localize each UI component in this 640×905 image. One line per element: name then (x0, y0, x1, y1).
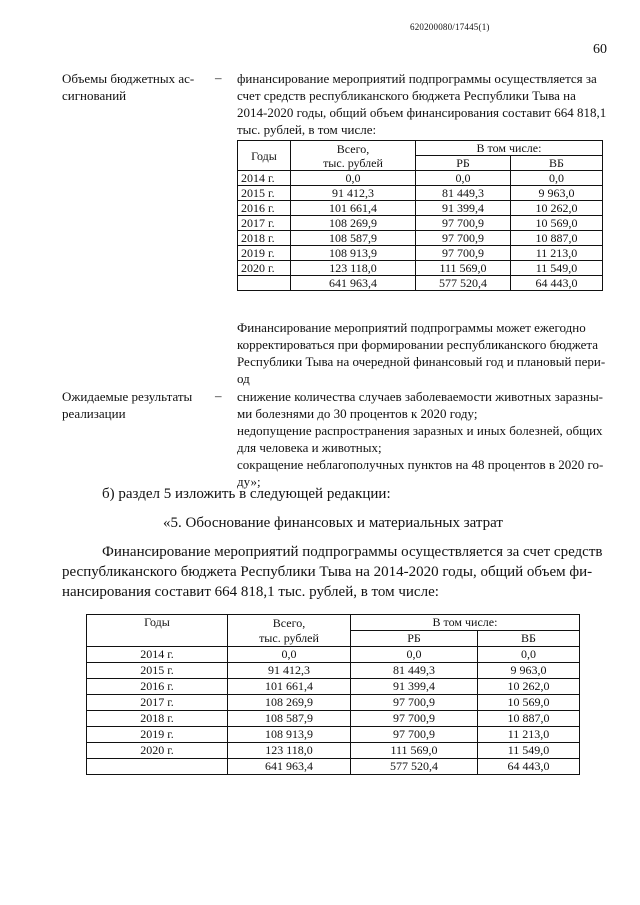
col-total-header (228, 615, 351, 647)
cell-year: 2019 г. (238, 246, 291, 261)
financing-paragraph (62, 542, 603, 602)
note-line: од (237, 371, 250, 386)
cell-rb: 81 449,3 (351, 663, 478, 679)
col-total-header-line: Всего, (336, 141, 370, 156)
cell-total: 108 269,9 (228, 695, 351, 711)
budget-text-line: 2014-2020 годы, общий объем финансирования составит 664 818,1 (237, 105, 607, 120)
results-dash: – (215, 388, 222, 403)
table-row (238, 246, 603, 261)
cell-vb: 11 213,0 (478, 727, 580, 743)
cell-vb: 10 262,0 (511, 201, 603, 216)
table-row (87, 679, 580, 695)
cell-total: 101 661,4 (291, 201, 416, 216)
cell-year: 2018 г. (238, 231, 291, 246)
cell-rb: 0,0 (351, 647, 478, 663)
cell-year: 2020 г. (238, 261, 291, 276)
cell-vb: 10 262,0 (478, 679, 580, 695)
table-row (238, 171, 603, 186)
col-total-header-line: Всего, (272, 615, 306, 630)
results-text-line: снижение количества случаев заболеваемости животных заразны- (237, 389, 604, 404)
cell-total: 108 913,9 (228, 727, 351, 743)
cell-vb: 10 569,0 (478, 695, 580, 711)
budget-text (237, 70, 607, 138)
col-vb-header: ВБ (511, 156, 603, 171)
cell-year: 2019 г. (87, 727, 228, 743)
cell-total: 123 118,0 (291, 261, 416, 276)
table-row-total (238, 276, 603, 291)
cell-year: 2015 г. (87, 663, 228, 679)
cell-year (238, 276, 291, 291)
note-line: Республики Тыва на очередной финансовый год и плановый пери- (237, 354, 606, 369)
cell-total: 0,0 (291, 171, 416, 186)
cell-vb: 11 549,0 (478, 743, 580, 759)
cell-total: 641 963,4 (228, 759, 351, 775)
cell-vb: 10 569,0 (511, 216, 603, 231)
cell-total: 101 661,4 (228, 679, 351, 695)
table-row (238, 261, 603, 276)
cell-vb: 10 887,0 (478, 711, 580, 727)
results-label-line: Ожидаемые результаты (62, 389, 193, 404)
table-row (87, 695, 580, 711)
cell-vb: 9 963,0 (511, 186, 603, 201)
cell-vb: 64 443,0 (511, 276, 603, 291)
cell-total: 108 587,9 (228, 711, 351, 727)
cell-rb: 97 700,9 (351, 711, 478, 727)
cell-rb: 91 399,4 (416, 201, 511, 216)
col-total-header-line: тыс. рублей (323, 155, 383, 170)
cell-rb: 577 520,4 (351, 759, 478, 775)
col-rb-header: РБ (416, 156, 511, 171)
table-row (238, 231, 603, 246)
table-row (238, 201, 603, 216)
cell-rb: 97 700,9 (351, 727, 478, 743)
cell-total: 108 913,9 (291, 246, 416, 261)
cell-year: 2018 г. (87, 711, 228, 727)
cell-year: 2017 г. (238, 216, 291, 231)
budget-text-line: тыс. рублей, в том числе: (237, 122, 377, 137)
col-rb-header: РБ (351, 631, 478, 647)
cell-year: 2020 г. (87, 743, 228, 759)
cell-rb: 81 449,3 (416, 186, 511, 201)
cell-rb: 97 700,9 (416, 231, 511, 246)
cell-rb: 97 700,9 (351, 695, 478, 711)
cell-rb: 97 700,9 (416, 246, 511, 261)
cell-rb: 111 569,0 (351, 743, 478, 759)
budget-label-line: Объемы бюджетных ас- (62, 71, 195, 86)
table-row (87, 663, 580, 679)
document-id: 620200080/17445(1) (410, 22, 490, 32)
cell-total: 108 587,9 (291, 231, 416, 246)
results-label-line: реализации (62, 406, 126, 421)
cell-year: 2017 г. (87, 695, 228, 711)
cell-total: 108 269,9 (291, 216, 416, 231)
cell-total: 91 412,3 (228, 663, 351, 679)
note-line: Финансирование мероприятий подпрограммы может ежегодно (237, 320, 586, 335)
cell-rb: 91 399,4 (351, 679, 478, 695)
table-row (238, 216, 603, 231)
finance-table-small (237, 140, 603, 291)
results-text-line: ду»; (237, 474, 261, 489)
item-b: б) раздел 5 изложить в следующей редакции: (102, 486, 391, 502)
results-text (237, 388, 612, 490)
col-years-header: Годы (238, 141, 291, 171)
table-row-total (87, 759, 580, 775)
cell-vb: 9 963,0 (478, 663, 580, 679)
cell-rb: 0,0 (416, 171, 511, 186)
cell-rb: 111 569,0 (416, 261, 511, 276)
cell-vb: 0,0 (478, 647, 580, 663)
cell-year (87, 759, 228, 775)
cell-total: 641 963,4 (291, 276, 416, 291)
budget-label (62, 70, 194, 104)
table-row (238, 186, 603, 201)
para-line: Финансирование мероприятий подпрограммы осуществляется за счет средств (102, 544, 603, 560)
budget-dash: – (215, 70, 222, 85)
cell-year: 2016 г. (87, 679, 228, 695)
para-line: нансирования составит 664 818,1 тыс. рублей, в том числе: (62, 584, 439, 600)
finance-table-large (86, 614, 580, 775)
cell-year: 2015 г. (238, 186, 291, 201)
col-total-header-line: тыс. рублей (259, 630, 319, 645)
results-label (62, 388, 192, 422)
col-vb-header: ВБ (478, 631, 580, 647)
budget-text-line: счет средств республиканского бюджета Республики Тыва на (237, 88, 576, 103)
financing-note (237, 319, 612, 387)
cell-vb: 11 549,0 (511, 261, 603, 276)
cell-rb: 97 700,9 (416, 216, 511, 231)
results-text-line: недопущение распространения заразных и иных болезней, общих (237, 423, 603, 438)
section-title: «5. Обоснование финансовых и материальных затрат (163, 515, 503, 531)
page-number: 60 (593, 42, 607, 57)
budget-label-line: сигнований (62, 88, 127, 103)
table-row (87, 727, 580, 743)
cell-year: 2014 г. (238, 171, 291, 186)
results-text-line: ми болезнями до 30 процентов к 2020 году; (237, 406, 478, 421)
col-including-header: В том числе: (351, 615, 580, 631)
cell-year: 2014 г. (87, 647, 228, 663)
cell-vb: 0,0 (511, 171, 603, 186)
cell-total: 123 118,0 (228, 743, 351, 759)
budget-text-line: финансирование мероприятий подпрограммы осуществляется за (237, 71, 597, 86)
cell-year: 2016 г. (238, 201, 291, 216)
cell-vb: 10 887,0 (511, 231, 603, 246)
para-line: республиканского бюджета Республики Тыва на 2014-2020 годы, общий объем фи- (62, 564, 593, 580)
table-row (87, 647, 580, 663)
results-text-line: для человека и животных; (237, 440, 382, 455)
table-row (87, 743, 580, 759)
col-years-header: Годы (87, 615, 228, 647)
cell-vb: 64 443,0 (478, 759, 580, 775)
col-total-header (291, 141, 416, 171)
cell-vb: 11 213,0 (511, 246, 603, 261)
cell-total: 91 412,3 (291, 186, 416, 201)
note-line: корректироваться при формировании республиканского бюджета (237, 337, 599, 352)
results-text-line: сокращение неблагополучных пунктов на 48 процентов в 2020 го- (237, 457, 604, 472)
col-including-header: В том числе: (416, 141, 603, 156)
cell-total: 0,0 (228, 647, 351, 663)
table-row (87, 711, 580, 727)
cell-rb: 577 520,4 (416, 276, 511, 291)
